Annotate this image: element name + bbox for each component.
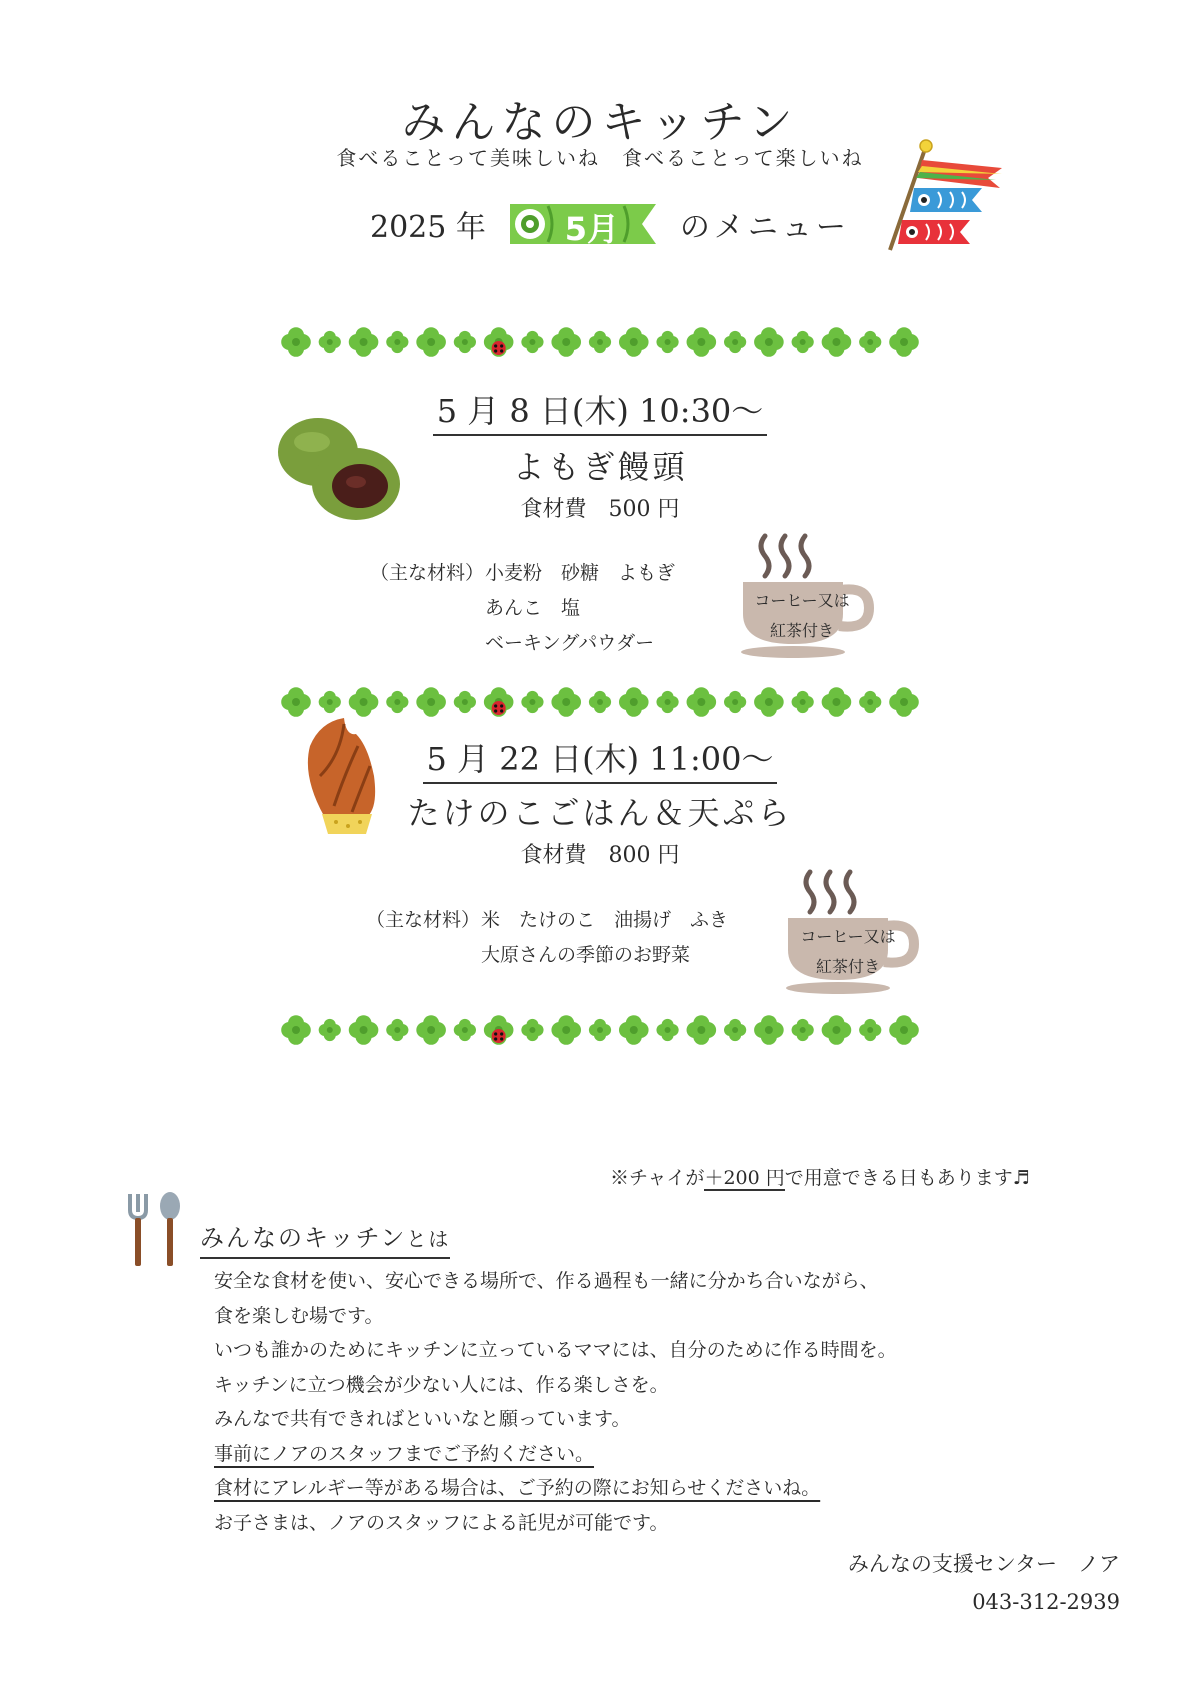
about-line-reservation: 事前にノアのスタッフまでご予約ください。 [214, 1442, 595, 1465]
chai-note [610, 1163, 1030, 1190]
clover-icon [589, 691, 611, 713]
clover-icon [889, 687, 919, 717]
ladybug-icon [484, 1015, 514, 1045]
drink-line: コーヒー又は [754, 591, 850, 610]
about-line: 食を楽しむ場です。 [214, 1304, 384, 1327]
clover-icon [822, 1015, 852, 1045]
chai-note-prefix: ※チャイが [610, 1167, 705, 1189]
ingredient-line: 小麦粉 砂糖 よもぎ [485, 562, 676, 584]
ingredients-list [481, 903, 728, 973]
about-line: お子さまは、ノアのスタッフによる託児が可能です。 [214, 1511, 669, 1534]
clover-icon [724, 1019, 746, 1041]
ingredients-label: （主な材料） [366, 909, 481, 931]
drink-line: 紅茶付き [815, 957, 880, 976]
clover-icon [822, 327, 852, 357]
ladybug-icon [484, 687, 514, 717]
clover-icon [859, 331, 881, 353]
clover-icon [521, 691, 543, 713]
clover-icon [859, 1019, 881, 1041]
clover-icon [349, 687, 379, 717]
about-heading [200, 1218, 450, 1259]
clover-icon [551, 327, 581, 357]
event-2 [0, 734, 1200, 780]
ingredient-line: ベーキングパウダー [485, 632, 655, 654]
about-heading-main: みんなのキッチン [200, 1224, 407, 1252]
clover-icon [889, 327, 919, 357]
clover-icon [349, 327, 379, 357]
clover-icon [656, 331, 678, 353]
clover-icon [754, 1015, 784, 1045]
clover-icon [619, 327, 649, 357]
event-date: 5 月 8 日(木) 10:30～ [433, 392, 768, 436]
ingredient-line: 米 たけのこ 油揚げ ふき [481, 909, 729, 931]
clover-icon [889, 1015, 919, 1045]
drink-line: コーヒー又は [800, 927, 896, 946]
year-label: 2025 年 [370, 210, 486, 245]
dish-name: たけのこごはん＆天ぷら [407, 794, 793, 832]
clover-icon [859, 691, 881, 713]
month-label: 5月 [564, 210, 620, 248]
dish-price: 食材費 800 円 [520, 843, 680, 868]
clover-icon [416, 687, 446, 717]
organization-name: みんなの支援センター ノア [847, 1552, 1120, 1576]
clover-icon [386, 1019, 408, 1041]
fork-spoon-icon [124, 1190, 192, 1270]
menu-heading [370, 194, 850, 254]
clover-icon [454, 331, 476, 353]
clover-icon [619, 687, 649, 717]
clover-icon [687, 1015, 717, 1045]
tagline: 食べることって美味しいね 食べることって楽しいね [336, 146, 864, 170]
clover-icon [454, 691, 476, 713]
clover-icon [319, 331, 341, 353]
about-line-allergy: 食材にアレルギー等がある場合は、ご予約の際にお知らせくださいね。 [214, 1477, 821, 1499]
chai-price: ＋200 円 [704, 1167, 785, 1189]
about-heading-suffix: とは [406, 1227, 451, 1251]
drink-note [778, 922, 918, 982]
ingredients-label: （主な材料） [370, 562, 485, 584]
clover-icon [754, 687, 784, 717]
clover-icon [724, 331, 746, 353]
about-line: キッチンに立つ機会が少ない人には、作る楽しさを。 [214, 1373, 669, 1396]
clover-icon [687, 687, 717, 717]
about-line: みんなで共有できればといいなと願っています。 [214, 1408, 631, 1430]
about-line: 安全な食材を使い、安心できる場所で、作る過程も一緒に分かち合いながら、 [214, 1270, 879, 1292]
ingredient-line: あんこ 塩 [485, 597, 581, 619]
clover-icon [656, 1019, 678, 1041]
clover-icon [619, 1015, 649, 1045]
event-1 [0, 386, 1200, 432]
drink-note [732, 586, 872, 646]
ingredients-list [485, 556, 675, 661]
clover-icon [416, 1015, 446, 1045]
clover-icon [521, 1019, 543, 1041]
clover-icon [551, 1015, 581, 1045]
about-body [214, 1264, 897, 1540]
clover-divider [280, 1008, 920, 1052]
clover-icon [792, 691, 814, 713]
chai-note-suffix: で用意できる日もあります♬ [784, 1167, 1030, 1189]
dish-price: 食材費 500 円 [520, 497, 680, 522]
koinobori-pole-icon [878, 138, 1018, 258]
clover-icon [319, 691, 341, 713]
clover-icon [551, 687, 581, 717]
page-title: みんなのキッチン [401, 97, 799, 148]
clover-icon [724, 691, 746, 713]
clover-icon [416, 327, 446, 357]
koinobori-month-badge [506, 198, 666, 250]
clover-icon [792, 1019, 814, 1041]
clover-icon [656, 691, 678, 713]
clover-icon [454, 1019, 476, 1041]
drink-line: 紅茶付き [769, 621, 834, 640]
clover-icon [386, 691, 408, 713]
clover-icon [589, 1019, 611, 1041]
clover-icon [281, 687, 311, 717]
clover-icon [792, 331, 814, 353]
clover-icon [521, 331, 543, 353]
clover-icon [319, 1019, 341, 1041]
phone-number: 043-312-2939 [972, 1590, 1120, 1614]
menu-suffix: のメニュー [679, 210, 850, 245]
ladybug-icon [484, 327, 514, 357]
clover-icon [281, 1015, 311, 1045]
clover-icon [822, 687, 852, 717]
about-line: いつも誰かのためにキッチンに立っているママには、自分のために作る時間を。 [214, 1339, 897, 1361]
event-date: 5 月 22 日(木) 11:00～ [423, 740, 778, 784]
ingredient-line: 大原さんの季節のお野菜 [481, 944, 691, 966]
dish-name: よもぎ饅頭 [512, 448, 688, 486]
clover-icon [687, 327, 717, 357]
clover-icon [386, 331, 408, 353]
clover-divider [280, 320, 920, 364]
clover-icon [349, 1015, 379, 1045]
clover-icon [589, 331, 611, 353]
clover-icon [754, 327, 784, 357]
clover-icon [281, 327, 311, 357]
